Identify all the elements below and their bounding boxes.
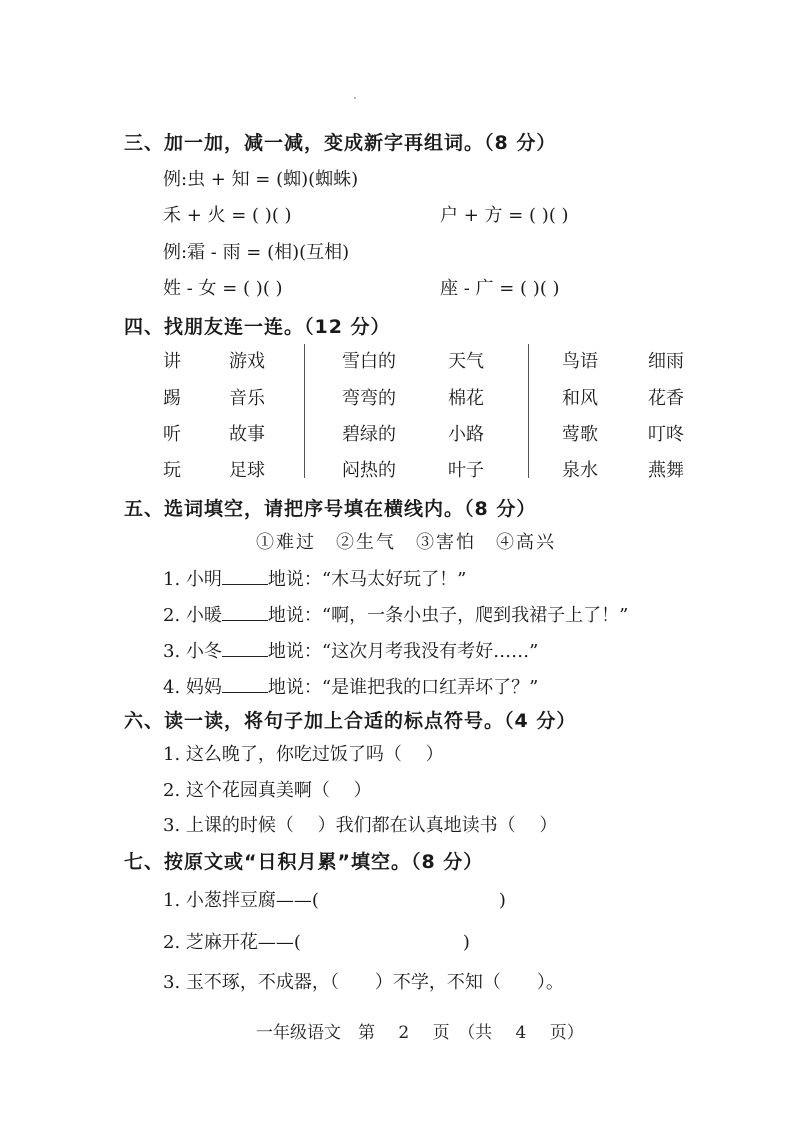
example-2: 例:霜 - 雨 = (相)(互相): [163, 242, 350, 263]
fill-item: [163, 565, 466, 591]
match-word[interactable]: 踢: [163, 388, 181, 409]
match-word[interactable]: 音乐: [229, 388, 265, 409]
question-3-2a: 姓 - 女 = ( )( ): [163, 278, 283, 299]
column-divider-2: [528, 344, 529, 478]
match-word[interactable]: 叮咚: [648, 424, 684, 445]
match-word[interactable]: 和风: [562, 388, 598, 409]
fill-item: [163, 637, 538, 663]
match-word[interactable]: 棉花: [448, 388, 484, 409]
punctuation-item[interactable]: 3. 上课的时候（ ）我们都在认真地读书（ ）: [163, 815, 558, 836]
match-word[interactable]: 天气: [448, 351, 484, 372]
match-word[interactable]: 听: [163, 424, 181, 445]
match-word[interactable]: 花香: [648, 388, 684, 409]
match-word[interactable]: 足球: [229, 460, 265, 481]
section-6-title: 六、读一读，将句子加上合适的标点符号。（4 分）: [124, 710, 577, 732]
column-divider-1: [304, 344, 305, 478]
match-word[interactable]: 闷热的: [342, 460, 396, 481]
page-footer-text: 一年级语文 第 2 页 （共 4 页）: [256, 1023, 584, 1043]
word-options: ①难过 ②生气 ③害怕 ④高兴: [256, 532, 556, 553]
match-word[interactable]: 碧绿的: [342, 424, 396, 445]
fill-item-prefix: 3. 小冬: [163, 641, 222, 662]
match-word[interactable]: 鸟语: [562, 351, 598, 372]
answer-blank[interactable]: [222, 606, 268, 621]
match-word[interactable]: 讲: [163, 351, 181, 372]
section-5-title: 五、选词填空，请把序号填在横线内。（8 分）: [124, 498, 537, 520]
fill-item-prefix: 4. 妈妈: [163, 677, 222, 698]
answer-blank[interactable]: [222, 642, 268, 657]
question-3-1b: 户 + 方 = ( )( ): [440, 205, 569, 226]
fill-item-sentence: 地说：“啊，一条小虫子，爬到我裙子上了！”: [267, 605, 629, 626]
question-3-1a: 禾 + 火 = ( )( ): [163, 205, 292, 226]
match-word[interactable]: 游戏: [229, 351, 265, 372]
section-3-title: 三、加一加，减一减，变成新字再组词。（8 分）: [124, 132, 557, 154]
match-word[interactable]: 泉水: [562, 460, 598, 481]
recall-item[interactable]: 2. 芝麻开花——( ): [163, 932, 470, 953]
question-3-2b: 座 - 广 = ( )( ): [440, 278, 560, 299]
match-word[interactable]: 弯弯的: [342, 388, 396, 409]
recall-item[interactable]: 3. 玉不琢，不成器，（ ）不学，不知（ ）。: [163, 972, 564, 993]
recall-item[interactable]: 1. 小葱拌豆腐——( ): [163, 890, 506, 911]
fill-item-sentence: 地说：“这次月考我没有考好……”: [267, 641, 539, 662]
fill-item: [163, 673, 538, 699]
punctuation-item[interactable]: 2. 这个花园真美啊（ ）: [163, 780, 372, 801]
match-word[interactable]: 叶子: [448, 460, 484, 481]
fill-item: [163, 601, 628, 627]
match-word[interactable]: 故事: [229, 424, 265, 445]
section-4-title: 四、找朋友连一连。（12 分）: [124, 316, 391, 338]
match-word[interactable]: 细雨: [648, 351, 684, 372]
match-word[interactable]: 雪白的: [342, 351, 396, 372]
match-word[interactable]: 莺歌: [562, 424, 598, 445]
fill-item-sentence: 地说：“是谁把我的口红弄坏了？”: [267, 677, 539, 698]
section-7-title: 七、按原文或“日积月累”填空。（8 分）: [124, 851, 484, 873]
page-footer: [0, 1014, 793, 1043]
match-word[interactable]: 燕舞: [648, 460, 684, 481]
scan-speck: [354, 97, 356, 99]
example-1: 例:虫 + 知 = (蜘)(蜘蛛): [163, 169, 359, 190]
fill-item-prefix: 2. 小暖: [163, 605, 222, 626]
match-word[interactable]: 玩: [163, 460, 181, 481]
match-word[interactable]: 小路: [448, 424, 484, 445]
fill-item-prefix: 1. 小明: [163, 569, 222, 590]
answer-blank[interactable]: [222, 678, 268, 693]
punctuation-item[interactable]: 1. 这么晚了，你吃过饭了吗（ ）: [163, 744, 444, 765]
fill-item-sentence: 地说：“木马太好玩了！”: [267, 569, 467, 590]
answer-blank[interactable]: [222, 570, 268, 585]
